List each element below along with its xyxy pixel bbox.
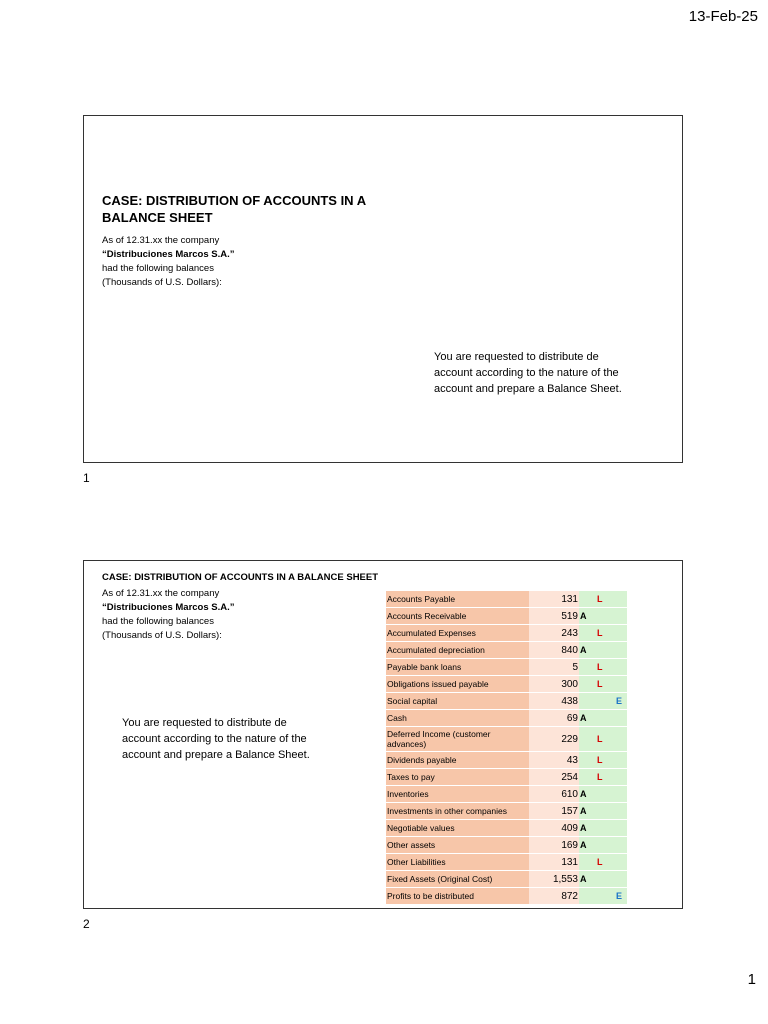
case-description xyxy=(102,587,235,643)
header-date: 13-Feb-25 xyxy=(688,8,758,25)
account-name: Inventories xyxy=(386,786,529,803)
category-letter: A xyxy=(580,840,587,850)
slide-1-title-line-2: BALANCE SHEET xyxy=(102,210,213,225)
category-letter: A xyxy=(580,645,587,655)
account-name: Social capital xyxy=(386,693,529,710)
account-name: Profits to be distributed xyxy=(386,888,529,905)
account-value: 243 xyxy=(529,625,579,642)
account-category xyxy=(579,752,627,769)
account-name: Cash xyxy=(386,710,529,727)
slide-1-title xyxy=(102,192,402,226)
account-name: Obligations issued payable xyxy=(386,676,529,693)
table-row xyxy=(386,625,627,642)
company-name: “Distribuciones Marcos S.A.” xyxy=(102,249,235,260)
account-value: 610 xyxy=(529,786,579,803)
account-category xyxy=(579,854,627,871)
account-value: 131 xyxy=(529,591,579,608)
company-name: “Distribuciones Marcos S.A.” xyxy=(102,602,235,613)
account-category xyxy=(579,769,627,786)
account-category xyxy=(579,786,627,803)
table-row xyxy=(386,659,627,676)
account-value: 409 xyxy=(529,820,579,837)
case-line-3: had the following balances xyxy=(102,616,214,627)
account-value: 229 xyxy=(529,727,579,752)
account-value: 300 xyxy=(529,676,579,693)
account-category xyxy=(579,591,627,608)
table-row xyxy=(386,642,627,659)
slide-2 xyxy=(83,560,683,909)
account-category xyxy=(579,710,627,727)
account-category xyxy=(579,803,627,820)
account-name: Dividends payable xyxy=(386,752,529,769)
account-category xyxy=(579,837,627,854)
category-letter: L xyxy=(597,755,603,765)
account-value: 438 xyxy=(529,693,579,710)
case-line-1: As of 12.31.xx the company xyxy=(102,588,220,599)
account-value: 43 xyxy=(529,752,579,769)
category-letter: L xyxy=(597,857,603,867)
account-category xyxy=(579,676,627,693)
category-letter: A xyxy=(580,874,587,884)
account-name: Other assets xyxy=(386,837,529,854)
table-row xyxy=(386,786,627,803)
account-value: 69 xyxy=(529,710,579,727)
table-row xyxy=(386,727,627,752)
table-row xyxy=(386,803,627,820)
account-name: Accounts Payable xyxy=(386,591,529,608)
account-category xyxy=(579,642,627,659)
table-row xyxy=(386,888,627,905)
table-row xyxy=(386,752,627,769)
table-row xyxy=(386,676,627,693)
case-line-4: (Thousands of U.S. Dollars): xyxy=(102,277,222,288)
table-row xyxy=(386,871,627,888)
account-name: Negotiable values xyxy=(386,820,529,837)
account-category xyxy=(579,608,627,625)
account-name: Accumulated depreciation xyxy=(386,642,529,659)
table-row xyxy=(386,591,627,608)
accounts-table xyxy=(386,591,627,905)
category-letter: A xyxy=(580,789,587,799)
table-row xyxy=(386,693,627,710)
request-text: You are requested to distribute de account according to the nature of the account and prepare a Balance Sheet. xyxy=(122,717,310,761)
account-category xyxy=(579,625,627,642)
account-category xyxy=(579,727,627,752)
account-name: Accumulated Expenses xyxy=(386,625,529,642)
account-value: 131 xyxy=(529,854,579,871)
table-row xyxy=(386,608,627,625)
category-letter: L xyxy=(597,628,603,638)
account-name: Accounts Receivable xyxy=(386,608,529,625)
table-row xyxy=(386,837,627,854)
slide-2-title: CASE: DISTRIBUTION OF ACCOUNTS IN A BALANCE SHEET xyxy=(102,572,379,583)
case-description xyxy=(102,234,235,290)
table-row xyxy=(386,710,627,727)
category-letter: A xyxy=(580,823,587,833)
table-row xyxy=(386,854,627,871)
account-value: 840 xyxy=(529,642,579,659)
account-category xyxy=(579,820,627,837)
account-value: 519 xyxy=(529,608,579,625)
account-category xyxy=(579,693,627,710)
account-name: Payable bank loans xyxy=(386,659,529,676)
category-letter: E xyxy=(616,696,623,706)
request-text: You are requested to distribute de account according to the nature of the account and prepare a Balance Sheet. xyxy=(434,351,622,395)
table-row xyxy=(386,820,627,837)
account-category xyxy=(579,871,627,888)
category-letter: L xyxy=(597,679,603,689)
account-category xyxy=(579,888,627,905)
category-letter: L xyxy=(597,734,603,744)
slide-1 xyxy=(83,115,683,463)
case-line-3: had the following balances xyxy=(102,263,214,274)
account-value: 1,553 xyxy=(529,871,579,888)
category-letter: A xyxy=(580,713,587,723)
page-number: 1 xyxy=(747,971,756,988)
category-letter: L xyxy=(597,662,603,672)
category-letter: L xyxy=(597,594,603,604)
category-letter: A xyxy=(580,806,587,816)
account-name: Fixed Assets (Original Cost) xyxy=(386,871,529,888)
category-letter: L xyxy=(597,772,603,782)
slide-2-number: 2 xyxy=(83,917,90,931)
account-name: Other Liabilities xyxy=(386,854,529,871)
slide-1-title-line-1: CASE: DISTRIBUTION OF ACCOUNTS IN A xyxy=(102,193,367,208)
account-name: Deferred Income (customer advances) xyxy=(386,727,529,752)
account-category xyxy=(579,659,627,676)
account-value: 169 xyxy=(529,837,579,854)
account-value: 157 xyxy=(529,803,579,820)
case-line-4: (Thousands of U.S. Dollars): xyxy=(102,630,222,641)
account-name: Taxes to pay xyxy=(386,769,529,786)
category-letter: E xyxy=(616,891,623,901)
slide-1-number: 1 xyxy=(83,471,90,485)
account-value: 5 xyxy=(529,659,579,676)
account-value: 872 xyxy=(529,888,579,905)
category-letter: A xyxy=(580,611,587,621)
account-name: Investments in other companies xyxy=(386,803,529,820)
account-value: 254 xyxy=(529,769,579,786)
case-line-1: As of 12.31.xx the company xyxy=(102,235,220,246)
table-row xyxy=(386,769,627,786)
